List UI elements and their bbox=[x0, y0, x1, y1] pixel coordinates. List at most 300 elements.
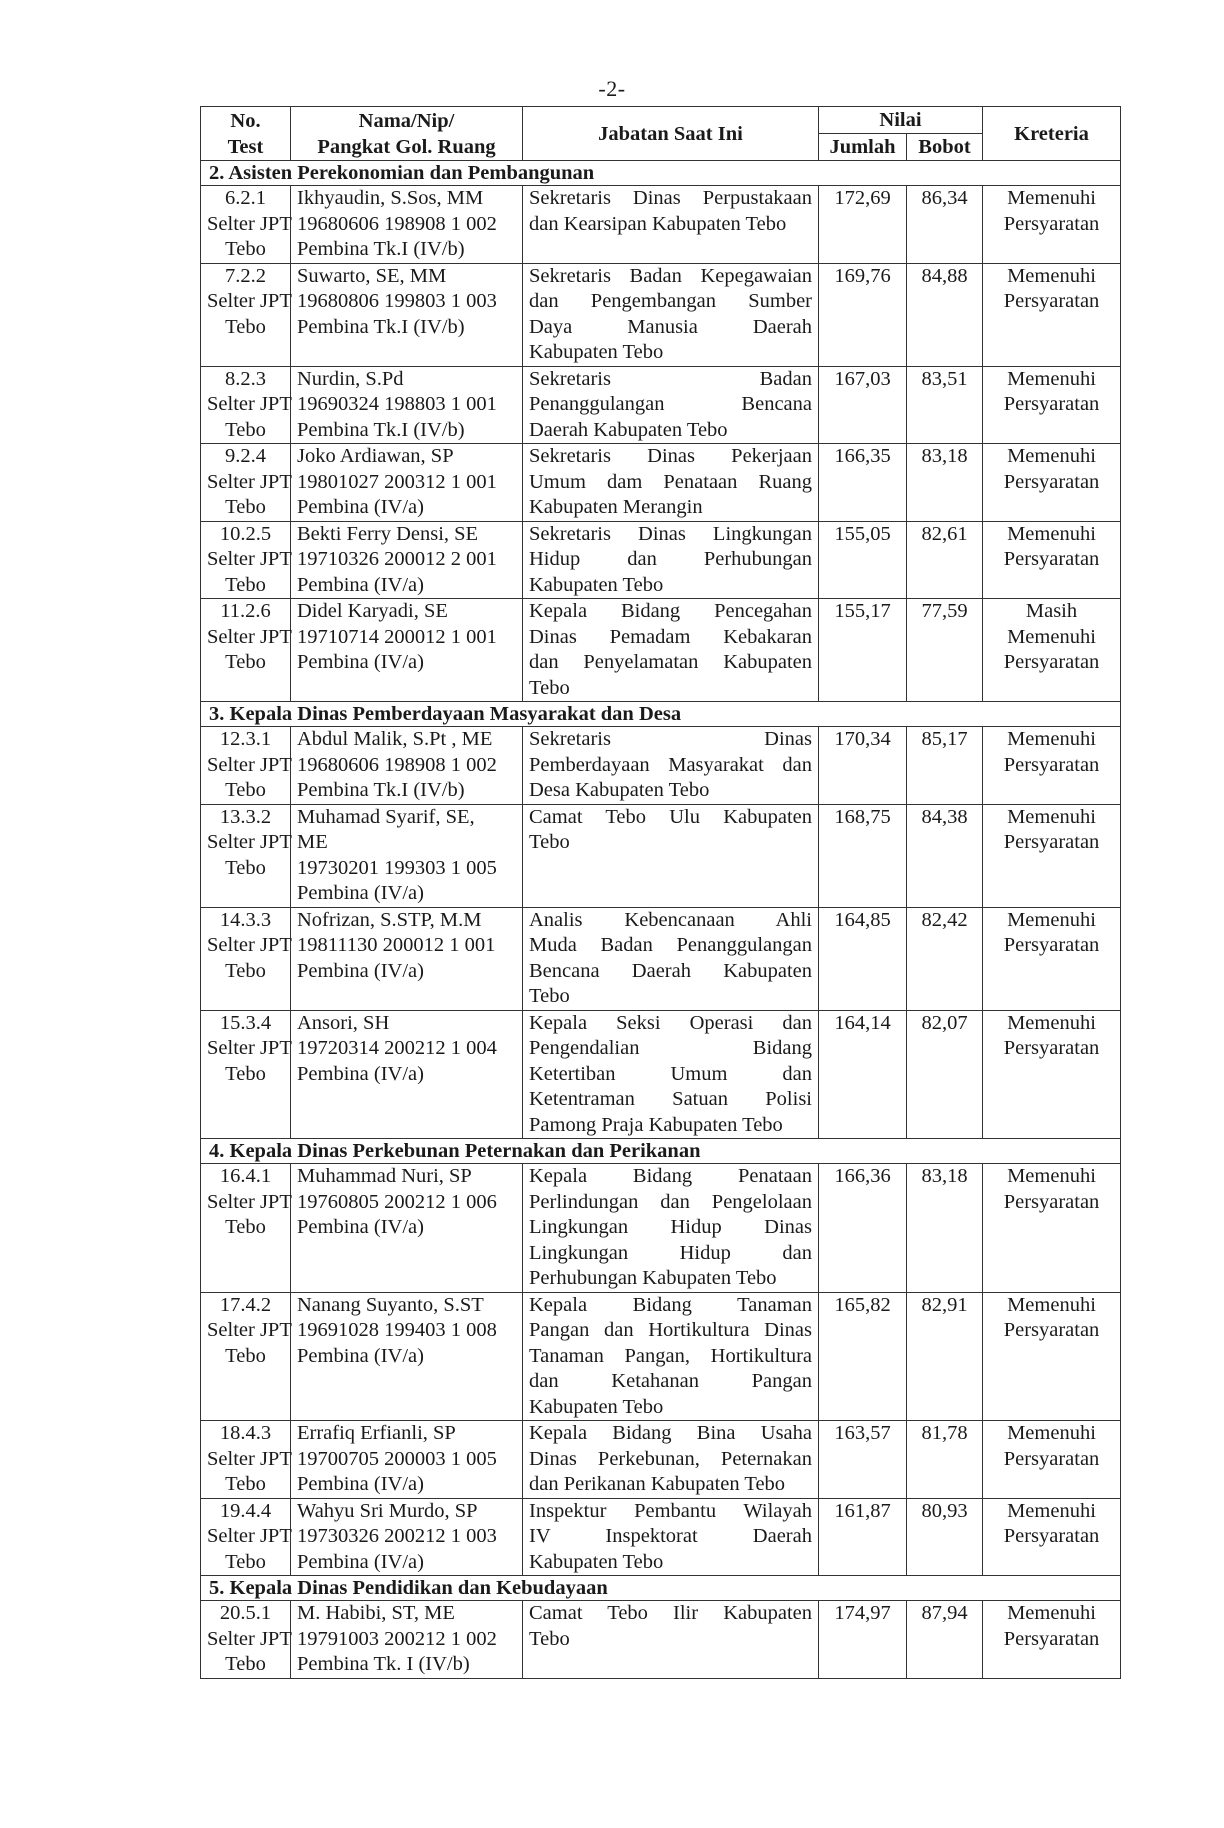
cell-kreteria bbox=[983, 521, 1121, 599]
cell-no bbox=[201, 907, 291, 1010]
page-number: -2- bbox=[598, 76, 626, 101]
section-row bbox=[201, 1576, 1121, 1601]
cell-jumlah: 165,82 bbox=[819, 1292, 907, 1421]
cell-kreteria-line: Memenuhi bbox=[1007, 1422, 1096, 1444]
cell-kreteria bbox=[983, 804, 1121, 907]
cell-no-line: Tebo bbox=[225, 1653, 266, 1675]
cell-jabatan-line: Kepala Bidang Penataan bbox=[529, 1165, 812, 1187]
section-title: 4. Kepala Dinas Perkebunan Peternakan dan Perikanan bbox=[201, 1139, 1121, 1164]
cell-bobot: 86,34 bbox=[907, 186, 983, 264]
cell-jabatan bbox=[523, 366, 819, 444]
table-row bbox=[201, 804, 1121, 907]
cell-bobot: 77,59 bbox=[907, 599, 983, 702]
cell-jabatan-line: Camat Tebo Ulu Kabupaten bbox=[529, 805, 812, 828]
cell-jumlah: 166,36 bbox=[819, 1164, 907, 1293]
cell-jabatan-line: Kepala Bidang Tanaman bbox=[529, 1293, 812, 1316]
cell-kreteria-line: Memenuhi bbox=[1007, 728, 1096, 750]
cell-kreteria-line: Persyaratan bbox=[1003, 1447, 1100, 1470]
cell-no-line: Tebo bbox=[225, 856, 266, 879]
cell-nama bbox=[291, 804, 523, 907]
cell-nama-line: Errafiq Erfianli, SP bbox=[297, 1422, 456, 1444]
cell-no-line: Tebo bbox=[225, 1473, 266, 1495]
cell-nama bbox=[291, 186, 523, 264]
cell-kreteria-line: Persyaratan bbox=[1003, 831, 1100, 853]
table-row bbox=[201, 186, 1121, 264]
cell-kreteria-line: Persyaratan bbox=[1003, 1525, 1100, 1547]
header-jumlah: Jumlah bbox=[819, 134, 907, 161]
cell-no-line: 11.2.6 bbox=[220, 600, 271, 622]
cell-jabatan-line: Sekretaris Badan Kepegawaian bbox=[529, 264, 812, 287]
cell-jumlah: 155,17 bbox=[819, 599, 907, 702]
cell-kreteria-line: Memenuhi bbox=[1007, 187, 1096, 209]
cell-kreteria-line: Persyaratan bbox=[1003, 1627, 1100, 1650]
cell-kreteria-line: Memenuhi bbox=[1007, 367, 1096, 390]
cell-jabatan-line: Camat Tebo Ilir Kabupaten bbox=[529, 1602, 812, 1624]
cell-no-line: 15.3.4 bbox=[219, 1011, 272, 1034]
cell-kreteria bbox=[983, 1164, 1121, 1293]
cell-nama bbox=[291, 727, 523, 805]
cell-jabatan bbox=[523, 599, 819, 702]
cell-kreteria bbox=[983, 186, 1121, 264]
header-bobot: Bobot bbox=[907, 134, 983, 161]
cell-kreteria bbox=[983, 366, 1121, 444]
cell-nama bbox=[291, 1164, 523, 1293]
cell-kreteria-line: Masih bbox=[1025, 600, 1078, 622]
cell-no-line: 20.5.1 bbox=[219, 1602, 272, 1624]
section-title: 3. Kepala Dinas Pemberdayaan Masyarakat dan Desa bbox=[201, 702, 1121, 727]
cell-no bbox=[201, 1498, 291, 1576]
cell-nama-line: 19801027 200312 1 001 bbox=[297, 470, 497, 493]
table-row bbox=[201, 727, 1121, 805]
cell-no bbox=[201, 599, 291, 702]
cell-jabatan bbox=[523, 1164, 819, 1293]
cell-jabatan-line: Tanaman Pangan, Hortikultura bbox=[529, 1344, 812, 1367]
cell-jabatan-line: Sekretaris Dinas Lingkungan bbox=[529, 522, 812, 545]
cell-no bbox=[201, 1292, 291, 1421]
cell-nama-line: Pembina (IV/a) bbox=[297, 1216, 424, 1238]
header-kreteria: Kreteria bbox=[983, 107, 1121, 161]
cell-kreteria-line: Memenuhi bbox=[1007, 1602, 1096, 1624]
cell-nama-line: Pembina (IV/a) bbox=[297, 1550, 424, 1573]
cell-jabatan bbox=[523, 1292, 819, 1421]
cell-jabatan-line: Lingkungan Hidup Dinas bbox=[529, 1216, 812, 1238]
cell-no-line: Selter JPT bbox=[207, 831, 292, 853]
cell-no-line: 18.4.3 bbox=[219, 1422, 272, 1444]
cell-jabatan bbox=[523, 521, 819, 599]
cell-no-line: Tebo bbox=[225, 1216, 266, 1238]
cell-jumlah: 167,03 bbox=[819, 366, 907, 444]
cell-no-line: Selter JPT bbox=[207, 1037, 292, 1059]
cell-jabatan-line: Desa Kabupaten Tebo bbox=[529, 779, 710, 801]
cell-jumlah: 170,34 bbox=[819, 727, 907, 805]
cell-kreteria bbox=[983, 1601, 1121, 1679]
cell-jabatan-line: Ketentraman Satuan Polisi bbox=[529, 1088, 812, 1110]
header-nilai: Nilai bbox=[819, 107, 983, 134]
cell-jabatan-line: Kepala Seksi Operasi dan bbox=[529, 1011, 812, 1034]
cell-no bbox=[201, 804, 291, 907]
cell-nama-line: 19680806 199803 1 003 bbox=[297, 290, 497, 312]
cell-no-line: Tebo bbox=[225, 418, 266, 441]
cell-nama-line: ME bbox=[297, 831, 328, 853]
cell-kreteria bbox=[983, 1292, 1121, 1421]
cell-nama bbox=[291, 366, 523, 444]
cell-jabatan-line: Kabupaten Tebo bbox=[529, 573, 664, 596]
cell-bobot: 80,93 bbox=[907, 1498, 983, 1576]
cell-nama-line: Pembina Tk. I (IV/b) bbox=[297, 1653, 470, 1675]
cell-nama-line: 19811130 200012 1 001 bbox=[297, 934, 496, 956]
cell-jabatan-line: Ketertiban Umum dan bbox=[529, 1062, 812, 1085]
cell-jabatan-line: dan Perikanan Kabupaten Tebo bbox=[529, 1473, 786, 1495]
cell-jabatan-line: Kepala Bidang Bina Usaha bbox=[529, 1422, 812, 1444]
cell-nama-line: 19730326 200212 1 003 bbox=[297, 1525, 497, 1547]
table-row bbox=[201, 521, 1121, 599]
table-row bbox=[201, 444, 1121, 522]
cell-jabatan-line: Perhubungan Kabupaten Tebo bbox=[529, 1267, 777, 1289]
header-nama bbox=[291, 107, 523, 161]
cell-kreteria-line: Memenuhi bbox=[1007, 1011, 1096, 1034]
cell-jabatan-line: Daya Manusia Daerah bbox=[529, 315, 812, 338]
cell-no-line: Selter JPT bbox=[207, 1190, 292, 1213]
section-title: 5. Kepala Dinas Pendidikan dan Kebudayaan bbox=[201, 1576, 1121, 1601]
cell-no bbox=[201, 1010, 291, 1139]
cell-bobot: 82,61 bbox=[907, 521, 983, 599]
cell-kreteria-line: Memenuhi bbox=[1007, 445, 1096, 467]
cell-nama-line: Muhammad Nuri, SP bbox=[297, 1165, 472, 1187]
cell-bobot: 82,42 bbox=[907, 907, 983, 1010]
cell-nama bbox=[291, 1498, 523, 1576]
cell-jabatan-line: Tebo bbox=[529, 676, 570, 699]
cell-nama bbox=[291, 444, 523, 522]
cell-jabatan-line: Umum dam Penataan Ruang bbox=[529, 470, 812, 493]
table-row bbox=[201, 599, 1121, 702]
cell-jabatan-line: Daerah Kabupaten Tebo bbox=[529, 418, 728, 441]
cell-bobot: 84,38 bbox=[907, 804, 983, 907]
cell-kreteria bbox=[983, 263, 1121, 366]
table-row bbox=[201, 366, 1121, 444]
cell-kreteria-line: Memenuhi bbox=[1007, 625, 1096, 648]
cell-jabatan bbox=[523, 1010, 819, 1139]
cell-nama-line: 19760805 200212 1 006 bbox=[297, 1190, 497, 1213]
cell-nama-line: Pembina (IV/a) bbox=[297, 959, 424, 982]
cell-jumlah: 174,97 bbox=[819, 1601, 907, 1679]
cell-nama bbox=[291, 1601, 523, 1679]
cell-nama-line: Muhamad Syarif, SE, bbox=[297, 805, 475, 828]
cell-jabatan-line: dan Penyelamatan Kabupaten bbox=[529, 651, 812, 673]
cell-kreteria-line: Memenuhi bbox=[1007, 805, 1096, 828]
cell-no-line: 10.2.5 bbox=[219, 522, 272, 545]
cell-kreteria-line: Persyaratan bbox=[1003, 934, 1100, 956]
cell-jabatan-line: Hidup dan Perhubungan bbox=[529, 548, 812, 570]
cell-jabatan-line: dan Kearsipan Kabupaten Tebo bbox=[529, 212, 787, 235]
cell-no-line: Tebo bbox=[225, 651, 266, 673]
cell-no-line: 12.3.1 bbox=[219, 728, 272, 750]
cell-kreteria bbox=[983, 1010, 1121, 1139]
cell-jabatan-line: Sekretaris Dinas bbox=[529, 728, 812, 750]
cell-jabatan-line: Tebo bbox=[529, 1627, 570, 1650]
selection-results-table bbox=[200, 106, 1121, 1679]
cell-jumlah: 164,14 bbox=[819, 1010, 907, 1139]
table-row bbox=[201, 1164, 1121, 1293]
cell-no bbox=[201, 263, 291, 366]
cell-no-line: Selter JPT bbox=[207, 1447, 292, 1470]
cell-jabatan-line: Lingkungan Hidup dan bbox=[529, 1241, 812, 1264]
cell-jumlah: 164,85 bbox=[819, 907, 907, 1010]
cell-kreteria bbox=[983, 444, 1121, 522]
cell-nama bbox=[291, 1292, 523, 1421]
cell-kreteria-line: Persyaratan bbox=[1003, 1037, 1100, 1059]
cell-nama-line: M. Habibi, ST, ME bbox=[297, 1602, 455, 1624]
cell-no-line: Selter JPT bbox=[207, 1627, 292, 1650]
table-row bbox=[201, 907, 1121, 1010]
cell-bobot: 87,94 bbox=[907, 1601, 983, 1679]
table-row bbox=[201, 263, 1121, 366]
cell-jabatan-line: Kabupaten Tebo bbox=[529, 1550, 664, 1573]
cell-nama-line: Wahyu Sri Murdo, SP bbox=[297, 1499, 478, 1522]
cell-nama-line: Pembina (IV/a) bbox=[297, 496, 424, 518]
cell-no-line: Tebo bbox=[225, 1550, 266, 1573]
cell-no-line: 9.2.4 bbox=[225, 445, 266, 467]
cell-nama-line: Joko Ardiawan, SP bbox=[297, 445, 454, 467]
cell-nama-line: Nofrizan, S.STP, M.M bbox=[297, 908, 482, 931]
cell-nama-line: 19730201 199303 1 005 bbox=[297, 856, 497, 879]
cell-jabatan bbox=[523, 1421, 819, 1499]
cell-no-line: Tebo bbox=[225, 238, 266, 260]
cell-kreteria-line: Persyaratan bbox=[1003, 212, 1100, 235]
cell-bobot: 84,88 bbox=[907, 263, 983, 366]
cell-bobot: 81,78 bbox=[907, 1421, 983, 1499]
header-no bbox=[201, 107, 291, 161]
cell-kreteria bbox=[983, 1421, 1121, 1499]
cell-jabatan-line: Sekretaris Dinas Perpustakaan bbox=[529, 187, 812, 209]
table-row bbox=[201, 1421, 1121, 1499]
cell-nama-line: Bekti Ferry Densi, SE bbox=[297, 522, 479, 545]
header-nama-line: Nama/Nip/ bbox=[358, 109, 455, 132]
cell-no-line: Selter JPT bbox=[207, 290, 292, 312]
cell-no bbox=[201, 727, 291, 805]
cell-jabatan-line: Dinas Pemadam Kebakaran bbox=[529, 625, 812, 648]
cell-nama bbox=[291, 521, 523, 599]
cell-nama-line: Nanang Suyanto, S.ST bbox=[297, 1293, 484, 1316]
cell-no-line: 13.3.2 bbox=[219, 805, 272, 828]
cell-jabatan-line: dan Ketahanan Pangan bbox=[529, 1370, 812, 1392]
table-row bbox=[201, 1292, 1121, 1421]
cell-no-line: 17.4.2 bbox=[219, 1293, 272, 1316]
cell-jabatan bbox=[523, 804, 819, 907]
cell-nama-line: Didel Karyadi, SE bbox=[297, 600, 448, 622]
cell-kreteria-line: Persyaratan bbox=[1003, 753, 1100, 776]
cell-nama-line: Abdul Malik, S.Pt , ME bbox=[297, 728, 493, 750]
cell-kreteria-line: Memenuhi bbox=[1007, 264, 1096, 287]
cell-nama-line: Nurdin, S.Pd bbox=[297, 367, 404, 390]
cell-nama-line: Pembina Tk.I (IV/b) bbox=[297, 418, 465, 441]
cell-kreteria-line: Persyaratan bbox=[1003, 651, 1100, 673]
cell-nama-line: Pembina (IV/a) bbox=[297, 882, 424, 904]
cell-jumlah: 161,87 bbox=[819, 1498, 907, 1576]
cell-jabatan-line: Sekretaris Badan bbox=[529, 367, 812, 390]
cell-kreteria-line: Persyaratan bbox=[1003, 1319, 1100, 1341]
cell-bobot: 83,18 bbox=[907, 1164, 983, 1293]
cell-nama-line: Pembina Tk.I (IV/b) bbox=[297, 238, 465, 260]
cell-kreteria-line: Persyaratan bbox=[1003, 290, 1100, 312]
header-jabatan: Jabatan Saat Ini bbox=[523, 107, 819, 161]
cell-no-line: Selter JPT bbox=[207, 470, 292, 493]
cell-kreteria-line: Memenuhi bbox=[1007, 908, 1096, 931]
section-row bbox=[201, 1139, 1121, 1164]
cell-kreteria-line: Memenuhi bbox=[1007, 1293, 1096, 1316]
cell-no-line: Selter JPT bbox=[207, 212, 292, 235]
header-row bbox=[201, 107, 1121, 134]
cell-jumlah: 168,75 bbox=[819, 804, 907, 907]
cell-nama-line: 19680606 198908 1 002 bbox=[297, 753, 497, 776]
cell-no bbox=[201, 186, 291, 264]
cell-nama-line: Pembina (IV/a) bbox=[297, 573, 424, 596]
cell-jabatan-line: Pamong Praja Kabupaten Tebo bbox=[529, 1113, 783, 1136]
cell-jabatan-line: Inspektur Pembantu Wilayah bbox=[529, 1499, 812, 1522]
cell-kreteria bbox=[983, 727, 1121, 805]
cell-jabatan bbox=[523, 186, 819, 264]
cell-jabatan-line: Kabupaten Tebo bbox=[529, 1395, 664, 1418]
cell-jabatan-line: Perlindungan dan Pengelolaan bbox=[529, 1190, 812, 1213]
cell-nama-line: 19791003 200212 1 002 bbox=[297, 1627, 497, 1650]
cell-kreteria-line: Persyaratan bbox=[1003, 393, 1100, 415]
cell-jabatan-line: Penanggulangan Bencana bbox=[529, 393, 812, 415]
cell-nama-line: Pembina (IV/a) bbox=[297, 651, 424, 673]
cell-no bbox=[201, 1601, 291, 1679]
cell-nama bbox=[291, 1010, 523, 1139]
cell-nama bbox=[291, 907, 523, 1010]
cell-jumlah: 163,57 bbox=[819, 1421, 907, 1499]
cell-kreteria-line: Memenuhi bbox=[1007, 1499, 1096, 1522]
cell-no-line: Tebo bbox=[225, 496, 266, 518]
cell-nama-line: 19710714 200012 1 001 bbox=[297, 625, 497, 648]
cell-no-line: Tebo bbox=[225, 959, 266, 982]
cell-no bbox=[201, 521, 291, 599]
cell-jabatan-line: Kepala Bidang Pencegahan bbox=[529, 600, 812, 622]
cell-no-line: Selter JPT bbox=[207, 548, 292, 570]
header-nama-line: Pangkat Gol. Ruang bbox=[317, 135, 496, 158]
cell-jabatan bbox=[523, 1601, 819, 1679]
cell-nama-line: 19700705 200003 1 005 bbox=[297, 1447, 497, 1470]
section-row bbox=[201, 161, 1121, 186]
cell-no-line: 8.2.3 bbox=[225, 367, 266, 390]
cell-jabatan-line: Bencana Daerah Kabupaten bbox=[529, 959, 812, 982]
cell-jabatan bbox=[523, 727, 819, 805]
cell-no-line: 19.4.4 bbox=[219, 1499, 272, 1522]
cell-kreteria-line: Persyaratan bbox=[1003, 548, 1100, 570]
cell-nama-line: 19720314 200212 1 004 bbox=[297, 1037, 497, 1059]
cell-no-line: 14.3.3 bbox=[219, 908, 272, 931]
header-no-line: Test bbox=[227, 135, 264, 158]
cell-no-line: Tebo bbox=[225, 779, 266, 801]
header-no-line: No. bbox=[230, 109, 261, 132]
cell-nama bbox=[291, 1421, 523, 1499]
cell-no-line: Tebo bbox=[225, 315, 266, 338]
cell-no bbox=[201, 1421, 291, 1499]
section-row bbox=[201, 702, 1121, 727]
cell-kreteria bbox=[983, 599, 1121, 702]
cell-nama-line: Pembina (IV/a) bbox=[297, 1062, 424, 1085]
cell-jabatan bbox=[523, 1498, 819, 1576]
cell-jumlah: 155,05 bbox=[819, 521, 907, 599]
cell-no bbox=[201, 1164, 291, 1293]
cell-kreteria bbox=[983, 1498, 1121, 1576]
cell-nama-line: 19691028 199403 1 008 bbox=[297, 1319, 497, 1341]
cell-jabatan bbox=[523, 907, 819, 1010]
cell-jabatan-line: IV Inspektorat Daerah bbox=[529, 1525, 812, 1547]
cell-no-line: 7.2.2 bbox=[225, 264, 266, 287]
cell-no-line: Selter JPT bbox=[207, 934, 292, 956]
cell-nama-line: Pembina (IV/a) bbox=[297, 1473, 424, 1495]
cell-jumlah: 166,35 bbox=[819, 444, 907, 522]
cell-jabatan bbox=[523, 444, 819, 522]
cell-jabatan-line: Kabupaten Tebo bbox=[529, 341, 664, 363]
cell-jabatan-line: Tebo bbox=[529, 985, 570, 1007]
cell-jabatan-line: Dinas Perkebunan, Peternakan bbox=[529, 1447, 812, 1470]
cell-kreteria-line: Persyaratan bbox=[1003, 470, 1100, 493]
cell-jabatan-line: Pengendalian Bidang bbox=[529, 1037, 812, 1059]
cell-no-line: Selter JPT bbox=[207, 1525, 292, 1547]
cell-bobot: 83,51 bbox=[907, 366, 983, 444]
cell-no-line: Tebo bbox=[225, 1062, 266, 1085]
cell-bobot: 83,18 bbox=[907, 444, 983, 522]
cell-bobot: 82,91 bbox=[907, 1292, 983, 1421]
section-title: 2. Asisten Perekonomian dan Pembangunan bbox=[201, 161, 1121, 186]
cell-kreteria-line: Persyaratan bbox=[1003, 1190, 1100, 1213]
cell-bobot: 85,17 bbox=[907, 727, 983, 805]
cell-jabatan-line: Sekretaris Dinas Pekerjaan bbox=[529, 445, 812, 467]
table-row bbox=[201, 1498, 1121, 1576]
cell-kreteria-line: Memenuhi bbox=[1007, 1165, 1096, 1187]
cell-jabatan-line: Pangan dan Hortikultura Dinas bbox=[529, 1319, 812, 1341]
cell-jabatan-line: Tebo bbox=[529, 831, 570, 853]
cell-no-line: 6.2.1 bbox=[225, 187, 266, 209]
cell-jabatan-line: Kabupaten Merangin bbox=[529, 496, 703, 518]
cell-no-line: Selter JPT bbox=[207, 393, 292, 415]
cell-no bbox=[201, 366, 291, 444]
cell-kreteria bbox=[983, 907, 1121, 1010]
cell-nama-line: Ansori, SH bbox=[297, 1011, 390, 1034]
cell-bobot: 82,07 bbox=[907, 1010, 983, 1139]
cell-nama bbox=[291, 599, 523, 702]
cell-no-line: 16.4.1 bbox=[219, 1165, 272, 1187]
cell-no-line: Selter JPT bbox=[207, 1319, 292, 1341]
cell-nama-line: 19680606 198908 1 002 bbox=[297, 212, 497, 235]
table-body bbox=[201, 161, 1121, 1679]
cell-jabatan-line: dan Pengembangan Sumber bbox=[529, 290, 812, 312]
cell-jabatan-line: Analis Kebencanaan Ahli bbox=[529, 908, 812, 931]
cell-jabatan bbox=[523, 263, 819, 366]
cell-nama bbox=[291, 263, 523, 366]
cell-no-line: Selter JPT bbox=[207, 625, 292, 648]
table-row bbox=[201, 1010, 1121, 1139]
cell-jumlah: 172,69 bbox=[819, 186, 907, 264]
cell-nama-line: 19710326 200012 2 001 bbox=[297, 548, 497, 570]
cell-nama-line: Suwarto, SE, MM bbox=[297, 264, 447, 287]
cell-no-line: Tebo bbox=[225, 1344, 266, 1367]
cell-nama-line: 19690324 198803 1 001 bbox=[297, 393, 497, 415]
cell-no bbox=[201, 444, 291, 522]
cell-nama-line: Pembina (IV/a) bbox=[297, 1344, 424, 1367]
cell-no-line: Selter JPT bbox=[207, 753, 292, 776]
cell-nama-line: Ikhyaudin, S.Sos, MM bbox=[297, 187, 484, 209]
cell-jumlah: 169,76 bbox=[819, 263, 907, 366]
cell-no-line: Tebo bbox=[225, 573, 266, 596]
cell-nama-line: Pembina Tk.I (IV/b) bbox=[297, 779, 465, 801]
cell-jabatan-line: Muda Badan Penanggulangan bbox=[529, 934, 812, 956]
table-row bbox=[201, 1601, 1121, 1679]
cell-nama-line: Pembina Tk.I (IV/b) bbox=[297, 315, 465, 338]
cell-jabatan-line: Pemberdayaan Masyarakat dan bbox=[529, 753, 812, 776]
